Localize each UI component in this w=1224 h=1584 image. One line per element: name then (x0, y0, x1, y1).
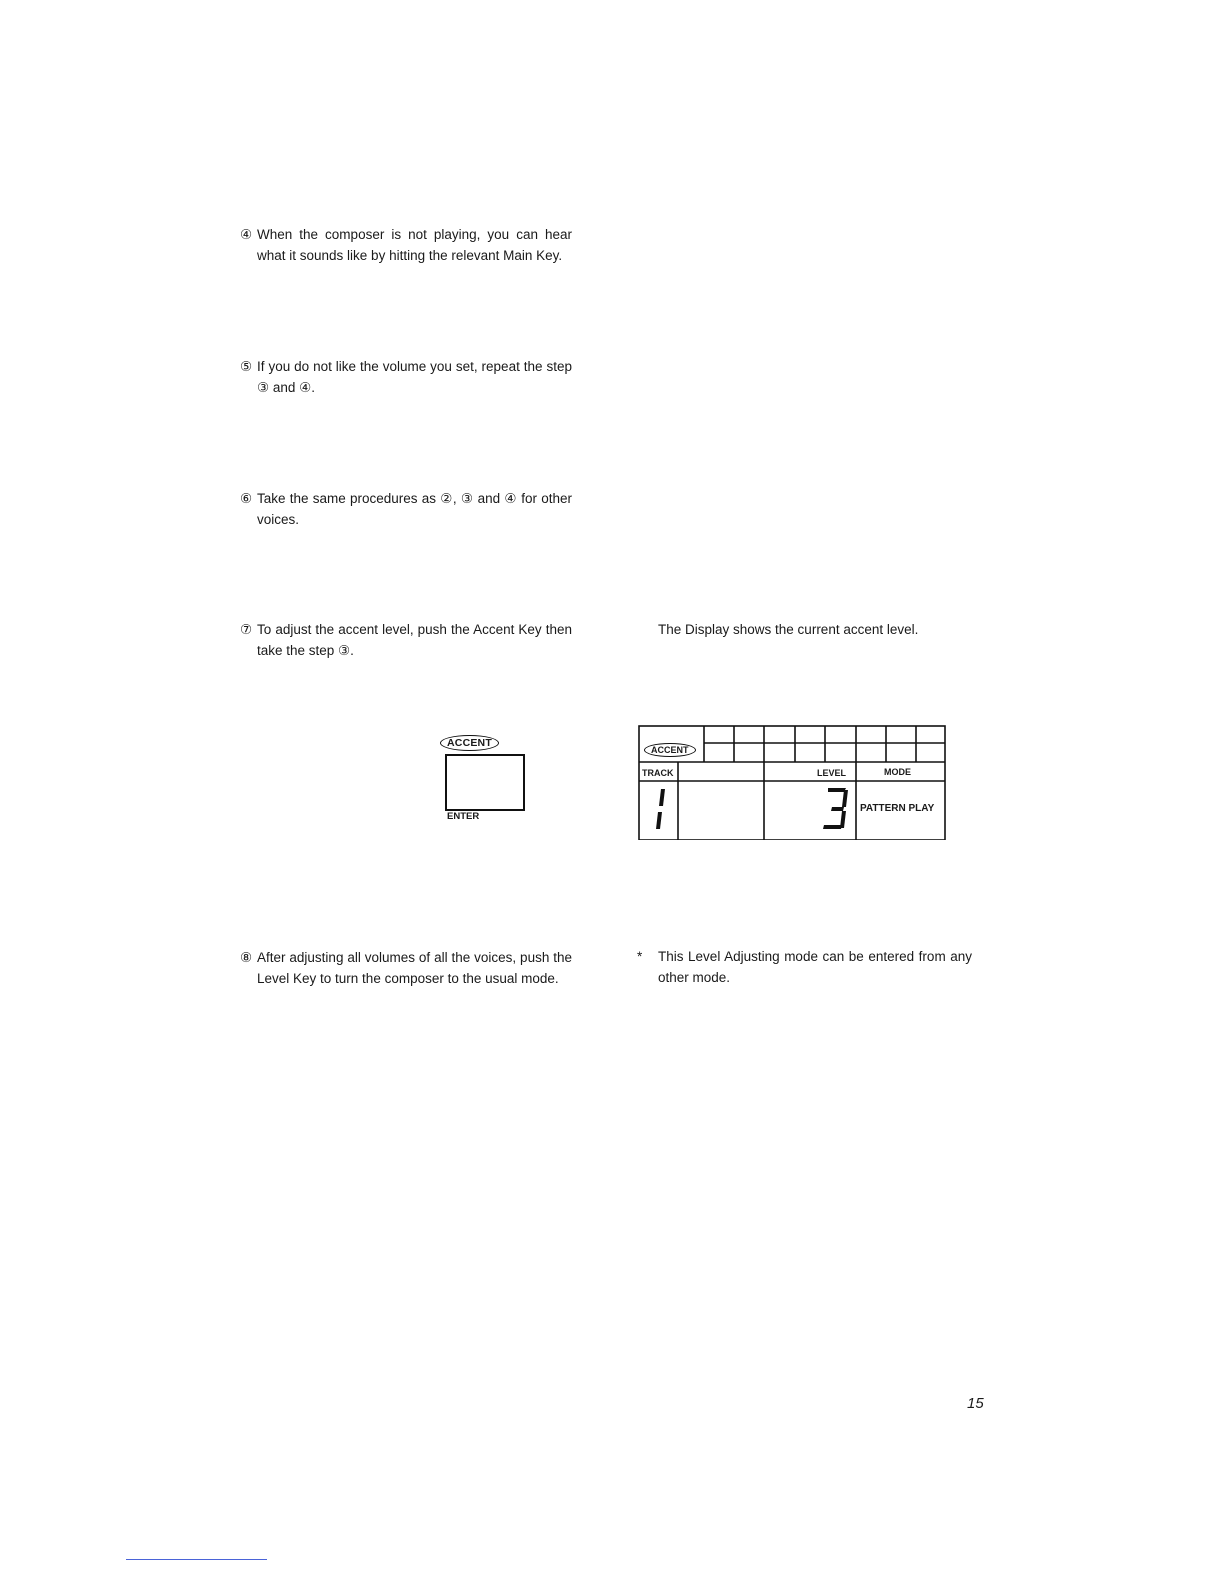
lcd-accent-badge: ACCENT (644, 743, 696, 757)
step-text: Take the same procedures as ②, ③ and ④ for other voices. (257, 491, 572, 527)
footer-rule (126, 1559, 267, 1560)
step-number: ⑦ (240, 622, 253, 637)
level-label: LEVEL (817, 768, 847, 778)
step-4 (240, 225, 572, 266)
accent-key-button[interactable] (445, 754, 525, 811)
step-number: ⑤ (240, 359, 253, 374)
step-text: When the composer is not playing, you can hear what it sounds like by hitting the relevant Main Key. (257, 227, 572, 263)
step-number: ⑥ (240, 491, 253, 506)
mode-label: MODE (884, 767, 911, 777)
note-asterisk: * (637, 949, 643, 964)
mode-value: PATTERN PLAY (860, 803, 935, 814)
step-text: To adjust the accent level, push the Accent Key then take the step ③. (257, 622, 572, 658)
step-text: If you do not like the volume you set, repeat the step ③ and ④. (257, 359, 572, 395)
display-caption: The Display shows the current accent level. (658, 622, 919, 637)
lcd-frame (638, 725, 946, 840)
step-text: After adjusting all volumes of all the voices, push the Level Key to turn the composer to the usual mode. (257, 950, 572, 986)
lcd-display (638, 725, 946, 840)
level-digit (823, 788, 848, 829)
step-7 (240, 620, 572, 661)
step-8 (240, 948, 572, 989)
page-number: 15 (967, 1395, 984, 1412)
step-5 (240, 357, 572, 398)
step-number: ④ (240, 227, 253, 242)
track-label: TRACK (642, 768, 674, 778)
track-digit (656, 789, 665, 829)
level-mode-note (637, 947, 972, 988)
step-number: ⑧ (240, 950, 253, 965)
accent-key-label: ACCENT (440, 735, 499, 751)
note-text: This Level Adjusting mode can be entered from any other mode. (658, 949, 972, 985)
enter-key-label: ENTER (447, 811, 480, 822)
step-6 (240, 489, 572, 530)
